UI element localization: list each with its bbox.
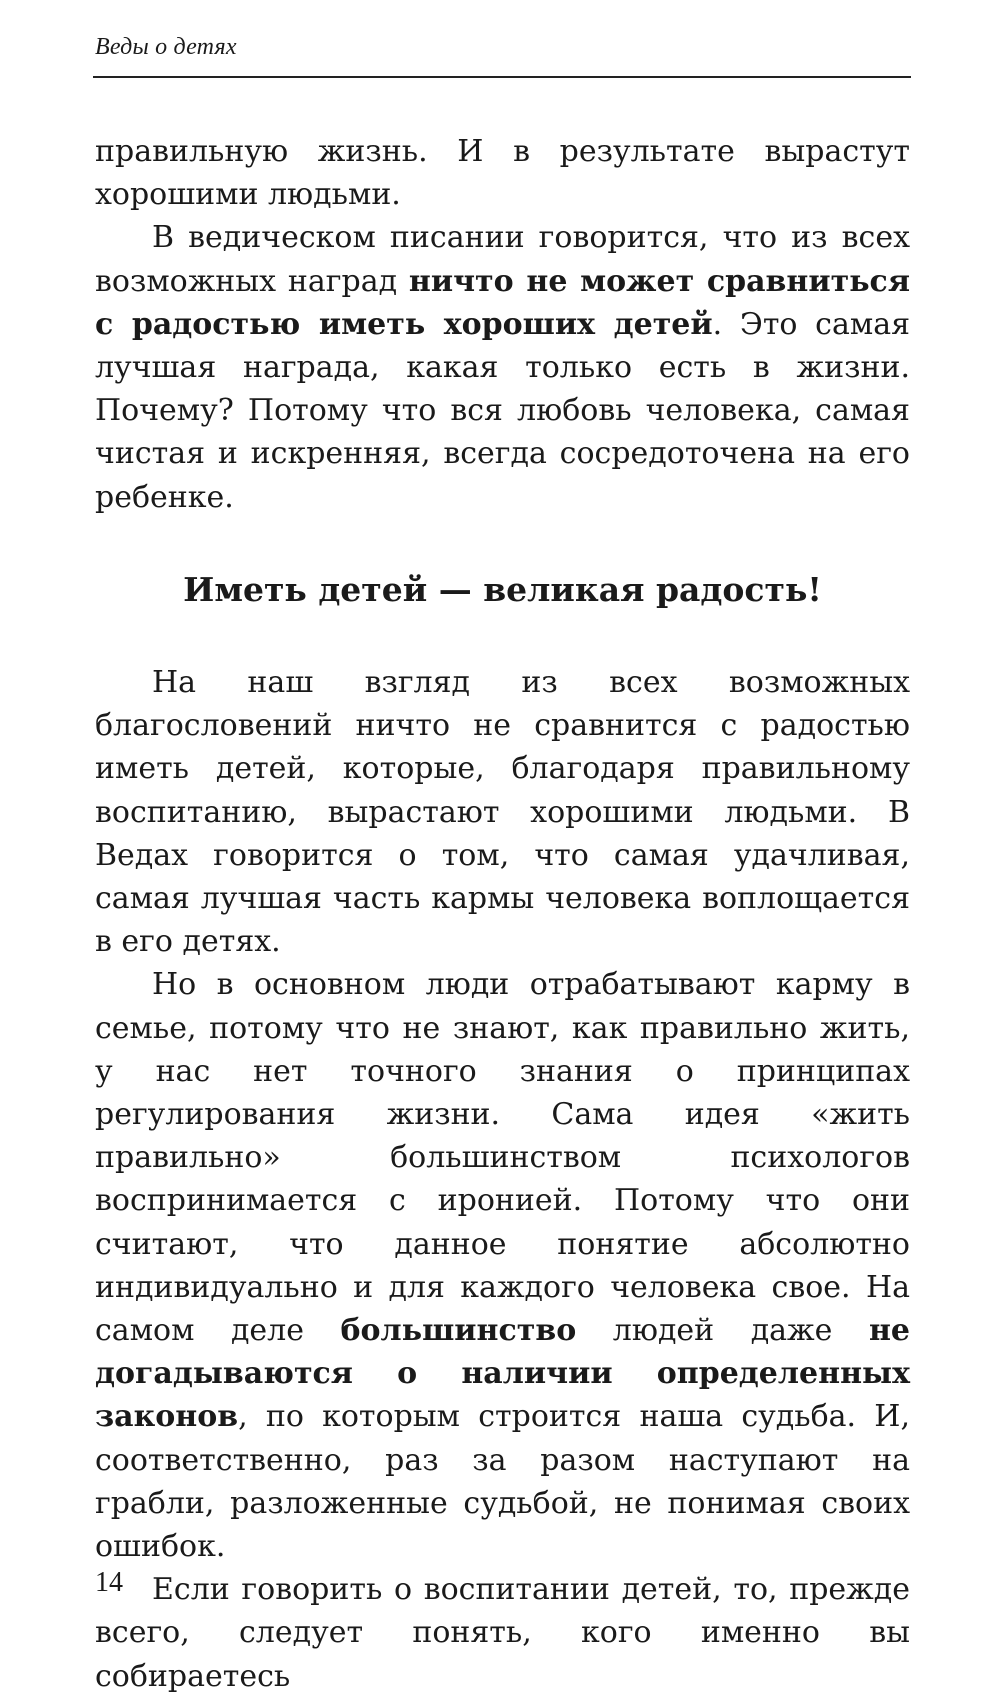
paragraph-continued: правильную жизнь. И в результате вырастут хорошими людьми. — [95, 134, 910, 213]
emphasis-text: большинство — [340, 1313, 577, 1349]
header-rule — [93, 76, 911, 78]
paragraph-vedic-scripture — [95, 216, 910, 518]
paragraph-upbringing: Если говорить о воспитании детей, то, прежде всего, следует понять, кого именно вы собираетесь — [95, 1572, 910, 1694]
section-heading: Иметь детей — великая радость! — [183, 570, 822, 609]
running-head: Веды о детях — [95, 34, 237, 60]
page-number: 14 — [95, 1567, 123, 1598]
body-text-bottom — [95, 661, 910, 1698]
paragraph-text: людей даже — [576, 1313, 869, 1349]
paragraph-text: В ведическом писании говорится, что из всех возможных наград — [95, 220, 910, 299]
emphasis-text: не догадываются о наличии определенных законов — [95, 1313, 910, 1435]
body-text-top — [95, 130, 910, 519]
paragraph-text: . Это самая лучшая награда, какая только есть в жизни. Почему? Потому что вся любовь человека, самая чистая и искренняя, всегда сосредоточена на его ребенке. — [95, 306, 911, 515]
paragraph-text: , по которым строится наша судьба. И, соответственно, раз за разом наступают на грабли, разложенные судьбой, не понимая своих ошибок. — [95, 1399, 910, 1565]
paragraph-text: Но в основном люди отрабатывают карму в семье, потому что не знают, как правильно жить, у нас нет точного знания о принципах регулирования жизни. Сама идея «жить правильно» большинством психологов воспринимается с иронией. Потому что они считают, что данное понятие абсолютно индивидуально и для каждого человека свое. На самом деле — [95, 967, 910, 1349]
paragraph-karma — [95, 963, 910, 1568]
emphasis-text: ничто не может сравниться с радостью иметь хороших детей — [95, 263, 910, 342]
paragraph-blessings: На наш взгляд из всех возможных благословений ничто не сравнится с радостью иметь детей, которые, благодаря правильному воспитанию, вырастают хорошими людьми. В Ведах говорится о том, что самая удачливая, самая лучшая часть кармы человека воплощается в его детях. — [95, 665, 910, 960]
